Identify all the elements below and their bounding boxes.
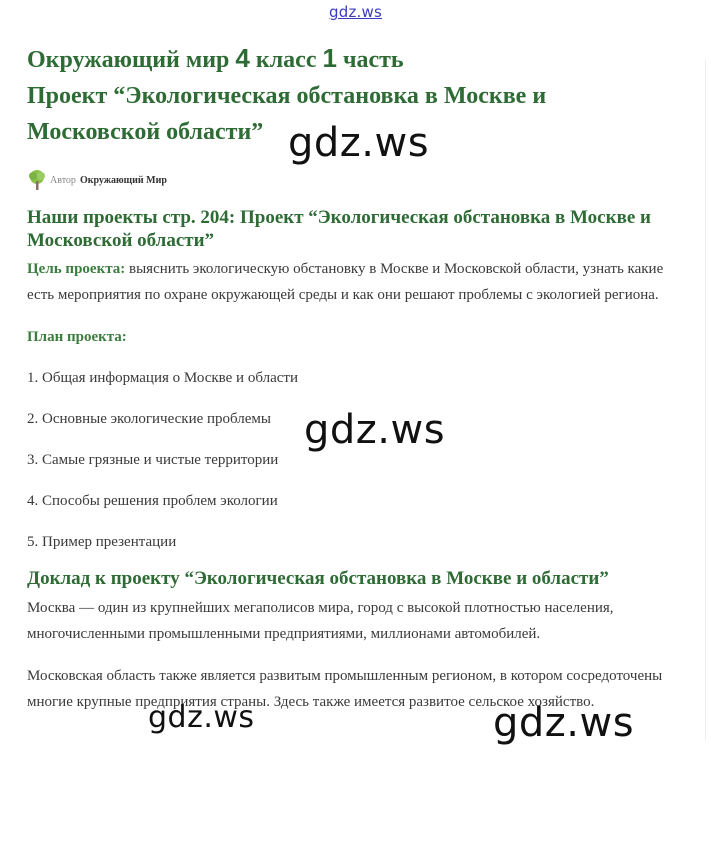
byline-prefix: Автор [50,174,76,186]
title-part3: часть [336,47,404,73]
section1-heading: Наши проекты стр. 204: Проект “Экологическая обстановка в Москве и Московской области” [27,207,651,251]
section2-heading: Доклад к проекту “Экологическая обстановка в Москве и области” [27,568,609,589]
goal-paragraph [27,256,667,308]
goal-label: Цель проекта: [27,261,126,277]
watermark-1: gdz.ws [288,120,430,166]
report-paragraph-1: Москва — один из крупнейших мегаполисов мира, город с высокой плотностью населения, многочисленными промышленными предприятиями, миллионами автомобилей. [27,600,614,642]
title-grade: 4 [235,43,250,73]
author-link[interactable]: Окружающий Мир [79,174,167,186]
title-line2: Проект “Экологическая обстановка в Москве и Московской области” [27,83,547,145]
report-paragraph-2: Московская область также является развитым промышленным регионом, в котором сосредоточены многие крупные предприятия страны. Здесь также имеется развитое сельское хозяйство. [27,668,663,710]
title-part-number: 1 [322,43,337,73]
title-part1: Окружающий мир [27,47,236,73]
plan-label: План проекта: [27,329,127,345]
top-watermark: gdz.ws [329,3,382,21]
watermark-3: gdz.ws [148,700,255,735]
plan-item-3: 3. Самые грязные и чистые территории [27,452,279,468]
watermark-4: gdz.ws [493,700,635,746]
plan-item-5: 5. Пример презентации [27,534,177,550]
plan-item-2: 2. Основные экологические проблемы [27,411,271,427]
plan-item-1: 1. Общая информация о Москве и области [27,370,298,386]
plan-item-4: 4. Способы решения проблем экологии [27,493,278,509]
watermark-2: gdz.ws [304,407,446,453]
byline [27,168,667,192]
goal-text: выяснить экологическую обстановку в Москве и Московской области, узнать какие есть мероприятия по охране окружающей среды и как они решают проблемы с экологией региона. [27,261,664,303]
tree-icon [27,169,47,191]
title-part2: класс [249,47,323,73]
scrollbar-track [705,60,714,740]
